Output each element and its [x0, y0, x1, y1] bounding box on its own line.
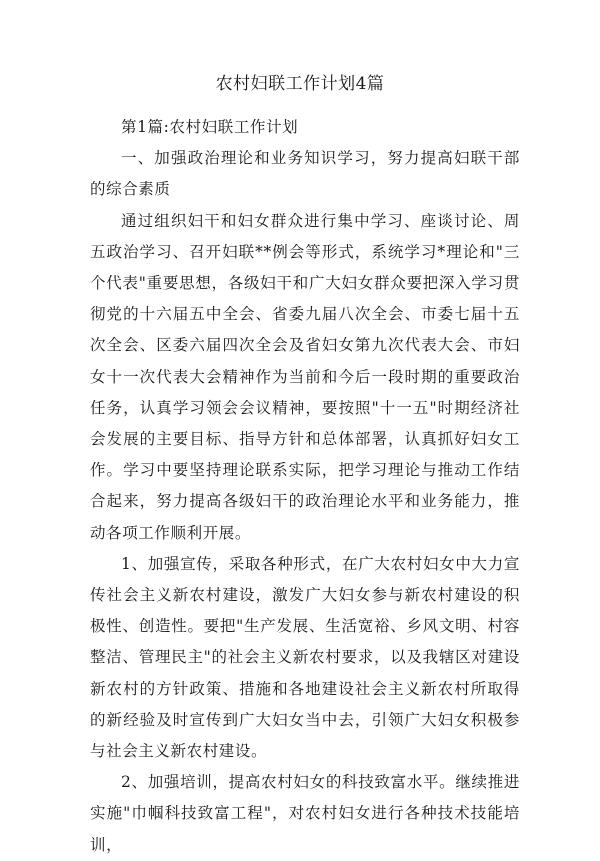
paragraph: 1、加强宣传，采取各种形式，在广大农村妇女中大力宣传社会主义新农村建设，激发广大妇女参与新农村建设的积极性、创造性。要把"生产发展、生活宽裕、乡风文明、村容整洁、管理民主"的社会主义新农村要求，以及我辖区对建设新农村的方针政策、措施和各地建设社会主义新农村所取得的新经验及时宣传到广大妇女当中去，引领广大妇女积极参与社会主义新农村建设。: [90, 554, 520, 761]
document-body: [90, 112, 520, 861]
paragraph: 2、加强培训，提高农村妇女的科技致富水平。继续推进实施"巾帼科技致富工程"，对农村妇女进行各种技术技能培训，: [90, 773, 520, 854]
paragraph: 通过组织妇干和妇女群众进行集中学习、座谈讨论、周五政治学习、召开妇联**例会等形式，系统学习*理论和"三个代表"重要思想，各级妇干和广大妇女群众要把深入学习贯彻党的十六届五中全会、省委九届八次全会、市委七届十五次全会、区委六届四次全会及省妇女第九次代表大会、市妇女十一次代表大会精神作为当前和今后一段时期的重要政治任务，认真学习领会会议精神，要按照"十一五"时期经济社会发展的主要目标、指导方针和总体部署，认真抓好妇女工作。学习中要坚持理论联系实际，把学习理论与推动工作结合起来，努力提高各级妇干的政治理论水平和业务能力，推动各项工作顺利开展。: [90, 211, 520, 542]
section-heading: 第1篇:农村妇联工作计划: [121, 118, 299, 136]
section-heading-1: 一、加强政治理论和业务知识学习，努力提高妇联干部的综合素质: [90, 149, 520, 199]
document-title: 农村妇联工作计划4篇: [215, 74, 385, 94]
